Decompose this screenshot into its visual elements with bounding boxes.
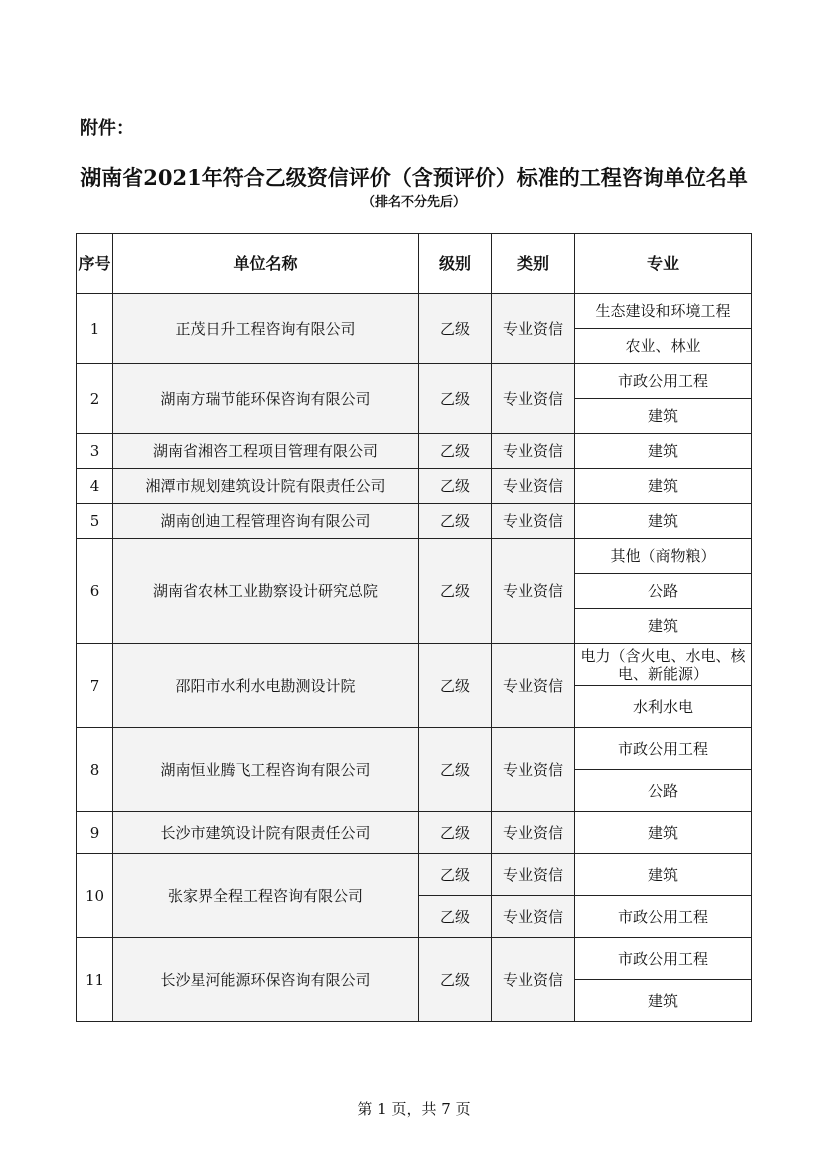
unit-major: 其他（商物粮） — [575, 539, 752, 574]
header-category: 类别 — [492, 234, 575, 294]
row-no: 8 — [77, 728, 113, 812]
unit-major: 市政公用工程 — [575, 938, 752, 980]
table-row — [77, 434, 752, 469]
row-no: 10 — [77, 854, 113, 938]
header-name: 单位名称 — [113, 234, 419, 294]
unit-category: 专业资信 — [492, 938, 575, 1022]
unit-major: 公路 — [575, 574, 752, 609]
unit-category: 专业资信 — [492, 504, 575, 539]
unit-category: 专业资信 — [492, 644, 575, 728]
row-no: 6 — [77, 539, 113, 644]
unit-name: 湖南恒业腾飞工程咨询有限公司 — [113, 728, 419, 812]
unit-level: 乙级 — [419, 364, 492, 434]
unit-list-table — [76, 233, 752, 1022]
unit-level: 乙级 — [419, 504, 492, 539]
unit-major: 市政公用工程 — [575, 728, 752, 770]
row-no: 1 — [77, 294, 113, 364]
unit-category: 专业资信 — [492, 434, 575, 469]
table-row — [77, 294, 752, 329]
unit-major: 建筑 — [575, 609, 752, 644]
table-row — [77, 364, 752, 399]
row-no: 5 — [77, 504, 113, 539]
page-footer: 第 1 页，共 7 页 — [357, 1100, 471, 1118]
table-row — [77, 644, 752, 686]
table-row — [77, 539, 752, 574]
unit-level: 乙级 — [419, 469, 492, 504]
row-no: 9 — [77, 812, 113, 854]
unit-name: 长沙市建筑设计院有限责任公司 — [113, 812, 419, 854]
table-row — [77, 938, 752, 980]
unit-name: 湖南创迪工程管理咨询有限公司 — [113, 504, 419, 539]
unit-category: 专业资信 — [492, 294, 575, 364]
unit-level: 乙级 — [419, 294, 492, 364]
unit-level: 乙级 — [419, 434, 492, 469]
unit-major: 公路 — [575, 770, 752, 812]
header-row — [77, 234, 752, 294]
unit-level: 乙级 — [419, 938, 492, 1022]
unit-major: 建筑 — [575, 504, 752, 539]
unit-major: 水利水电 — [575, 686, 752, 728]
unit-major: 建筑 — [575, 469, 752, 504]
row-no: 11 — [77, 938, 113, 1022]
unit-name: 正茂日升工程咨询有限公司 — [113, 294, 419, 364]
unit-name: 长沙星河能源环保咨询有限公司 — [113, 938, 419, 1022]
unit-level: 乙级 — [419, 539, 492, 644]
header-no: 序号 — [77, 234, 113, 294]
row-no: 2 — [77, 364, 113, 434]
attachment-label: 附件： — [80, 118, 134, 139]
unit-name: 湖南省农林工业勘察设计研究总院 — [113, 539, 419, 644]
unit-level: 乙级 — [419, 644, 492, 728]
unit-major: 市政公用工程 — [575, 364, 752, 399]
row-no: 7 — [77, 644, 113, 728]
table-row — [77, 728, 752, 770]
unit-major: 电力（含火电、水电、核电、新能源） — [575, 644, 752, 686]
unit-major: 建筑 — [575, 980, 752, 1022]
unit-category: 专业资信 — [492, 539, 575, 644]
unit-name: 湘潭市规划建筑设计院有限责任公司 — [113, 469, 419, 504]
unit-category: 专业资信 — [492, 812, 575, 854]
unit-category: 专业资信 — [492, 896, 575, 938]
unit-major: 建筑 — [575, 399, 752, 434]
document-title: 湖南省2021年符合乙级资信评价（含预评价）标准的工程咨询单位名单 — [80, 165, 748, 190]
table-row — [77, 469, 752, 504]
row-no: 4 — [77, 469, 113, 504]
unit-category: 专业资信 — [492, 469, 575, 504]
unit-level: 乙级 — [419, 896, 492, 938]
unit-category: 专业资信 — [492, 728, 575, 812]
unit-major: 农业、林业 — [575, 329, 752, 364]
unit-category: 专业资信 — [492, 854, 575, 896]
row-no: 3 — [77, 434, 113, 469]
document-subtitle: （排名不分先后） — [361, 195, 466, 210]
unit-major: 市政公用工程 — [575, 896, 752, 938]
table-row — [77, 812, 752, 854]
unit-name: 邵阳市水利水电勘测设计院 — [113, 644, 419, 728]
unit-level: 乙级 — [419, 728, 492, 812]
table-row — [77, 854, 752, 896]
unit-major: 建筑 — [575, 854, 752, 896]
table-row — [77, 504, 752, 539]
unit-major: 生态建设和环境工程 — [575, 294, 752, 329]
header-level: 级别 — [419, 234, 492, 294]
unit-category: 专业资信 — [492, 364, 575, 434]
unit-major: 建筑 — [575, 812, 752, 854]
unit-name: 湖南省湘咨工程项目管理有限公司 — [113, 434, 419, 469]
unit-name: 张家界全程工程咨询有限公司 — [113, 854, 419, 938]
unit-name: 湖南方瑞节能环保咨询有限公司 — [113, 364, 419, 434]
header-major: 专业 — [575, 234, 752, 294]
unit-level: 乙级 — [419, 854, 492, 896]
unit-level: 乙级 — [419, 812, 492, 854]
unit-major: 建筑 — [575, 434, 752, 469]
